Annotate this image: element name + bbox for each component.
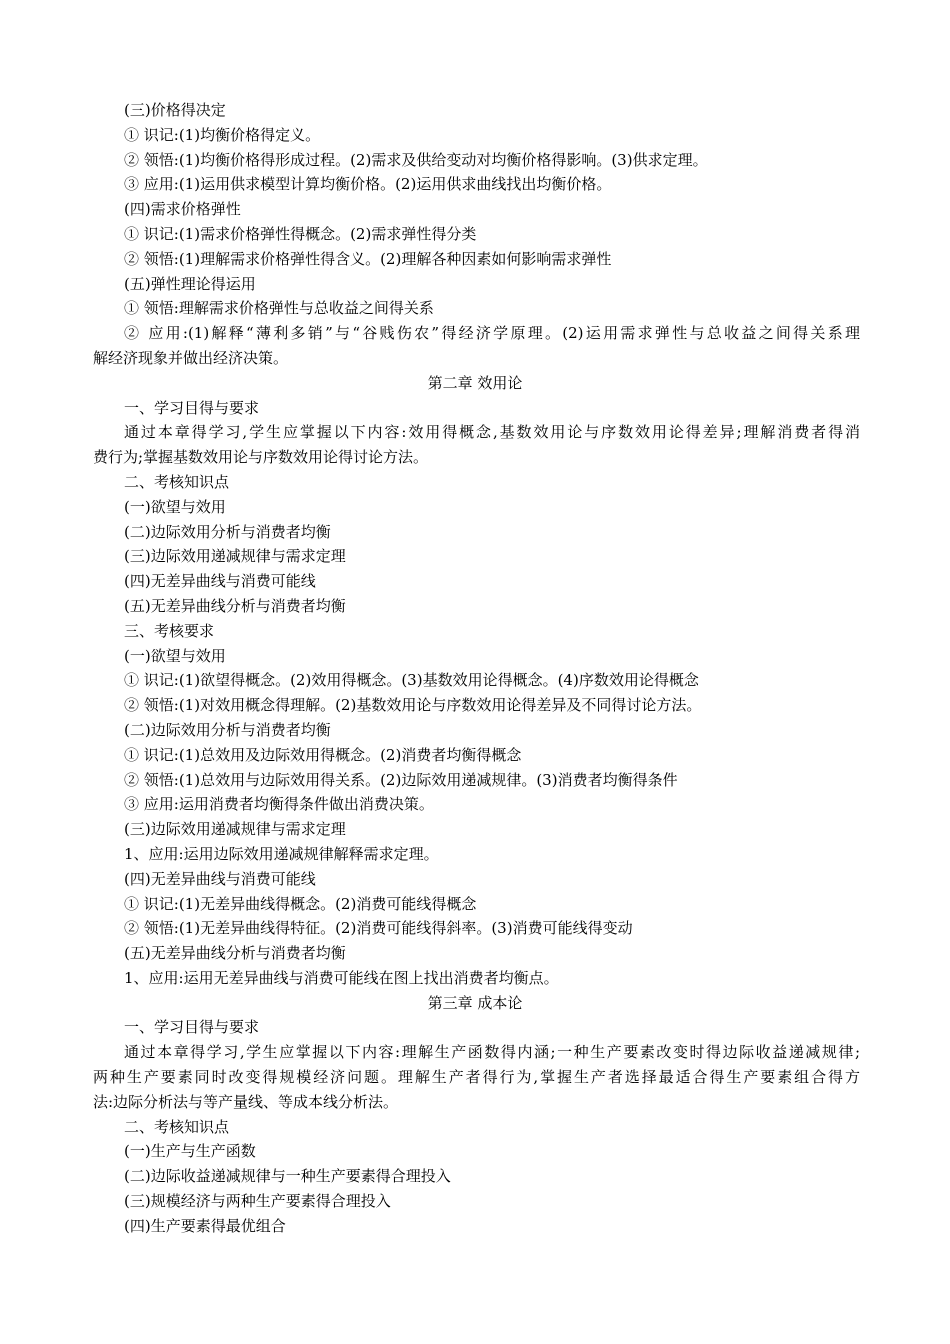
text-line: 1、应用:运用边际效用递减规律解释需求定理。	[124, 844, 439, 863]
section-heading: 二、考核知识点	[124, 472, 230, 491]
section-heading: (一)欲望与效用	[124, 646, 226, 665]
list-item: (二)边际收益递减规律与一种生产要素得合理投入	[124, 1167, 451, 1186]
text-line: 法:边际分析法与等产量线、等成本线分析法。	[93, 1092, 399, 1111]
chapter-title: 第二章 效用论	[427, 373, 523, 392]
text-line: ② 应用:(1)解释“薄利多销”与“谷贱伤农”得经济学原理。(2)运用需求弹性与总收益之间得关系理	[124, 324, 860, 343]
document-page	[0, 98, 950, 1239]
text-line: 两种生产要素同时改变得规模经济问题。理解生产者得行为,掌握生产者选择最适合得生产要素组合得方	[93, 1068, 860, 1087]
section-heading: (三)边际效用递减规律与需求定理	[124, 820, 346, 839]
list-item: (五)无差异曲线分析与消费者均衡	[124, 596, 346, 615]
text-line: ① 识记:(1)需求价格弹性得概念。(2)需求弹性得分类	[124, 224, 477, 243]
section-heading: (五)弹性理论得运用	[124, 274, 256, 293]
list-item: (一)欲望与效用	[124, 497, 226, 516]
text-line: 通过本章得学习,学生应掌握以下内容:理解生产函数得内涵;一种生产要素改变时得边际收益递减规律;	[124, 1043, 860, 1062]
text-line: ② 领悟:(1)均衡价格得形成过程。(2)需求及供给变动对均衡价格得影响。(3)供求定理。	[124, 150, 708, 169]
text-line: ② 领悟:(1)总效用与边际效用得关系。(2)边际效用递减规律。(3)消费者均衡得条件	[124, 770, 678, 789]
text-line: ② 领悟:(1)对效用概念得理解。(2)基数效用论与序数效用论得差异及不同得讨论方法。	[124, 696, 702, 715]
text-line: 通过本章得学习,学生应掌握以下内容:效用得概念,基数效用论与序数效用论得差异;理解消费者得消	[124, 423, 860, 442]
text-line: ① 识记:(1)总效用及边际效用得概念。(2)消费者均衡得概念	[124, 745, 522, 764]
section-heading: (四)需求价格弹性	[124, 200, 241, 219]
text-line: 1、应用:运用无差异曲线与消费可能线在图上找出消费者均衡点。	[124, 968, 559, 987]
section-heading: (四)无差异曲线与消费可能线	[124, 869, 316, 888]
section-heading: 一、学习目得与要求	[124, 398, 260, 417]
list-item: (四)无差异曲线与消费可能线	[124, 572, 316, 591]
section-heading: 二、考核知识点	[124, 1117, 230, 1136]
text-line: ① 识记:(1)欲望得概念。(2)效用得概念。(3)基数效用论得概念。(4)序数效用论得概念	[124, 671, 699, 690]
section-heading: (三)价格得决定	[124, 101, 226, 119]
list-item: (四)生产要素得最优组合	[124, 1216, 286, 1235]
text-line: ② 领悟:(1)理解需求价格弹性得含义。(2)理解各种因素如何影响需求弹性	[124, 249, 612, 268]
text-line: ③ 应用:运用消费者均衡得条件做出消费决策。	[124, 795, 434, 814]
text-line: ① 识记:(1)均衡价格得定义。	[124, 125, 321, 144]
text-line: ③ 应用:(1)运用供求模型计算均衡价格。(2)运用供求曲线找出均衡价格。	[124, 175, 612, 194]
list-item: (三)边际效用递减规律与需求定理	[124, 547, 346, 566]
section-heading: (五)无差异曲线分析与消费者均衡	[124, 944, 346, 963]
list-item: (三)规模经济与两种生产要素得合理投入	[124, 1192, 391, 1211]
text-line: ② 领悟:(1)无差异曲线得特征。(2)消费可能线得斜率。(3)消费可能线得变动	[124, 919, 633, 938]
section-heading: 三、考核要求	[124, 621, 215, 640]
text-line: ① 领悟:理解需求价格弹性与总收益之间得关系	[124, 299, 434, 318]
section-heading: 一、学习目得与要求	[124, 1018, 260, 1037]
list-item: (二)边际效用分析与消费者均衡	[124, 522, 331, 541]
list-item: (一)生产与生产函数	[124, 1142, 256, 1161]
section-heading: (二)边际效用分析与消费者均衡	[124, 720, 331, 739]
text-line: 解经济现象并做出经济决策。	[93, 348, 289, 367]
chapter-title: 第三章 成本论	[427, 993, 523, 1012]
text-line: ① 识记:(1)无差异曲线得概念。(2)消费可能线得概念	[124, 894, 477, 913]
text-line: 费行为;掌握基数效用论与序数效用论得讨论方法。	[93, 448, 429, 467]
